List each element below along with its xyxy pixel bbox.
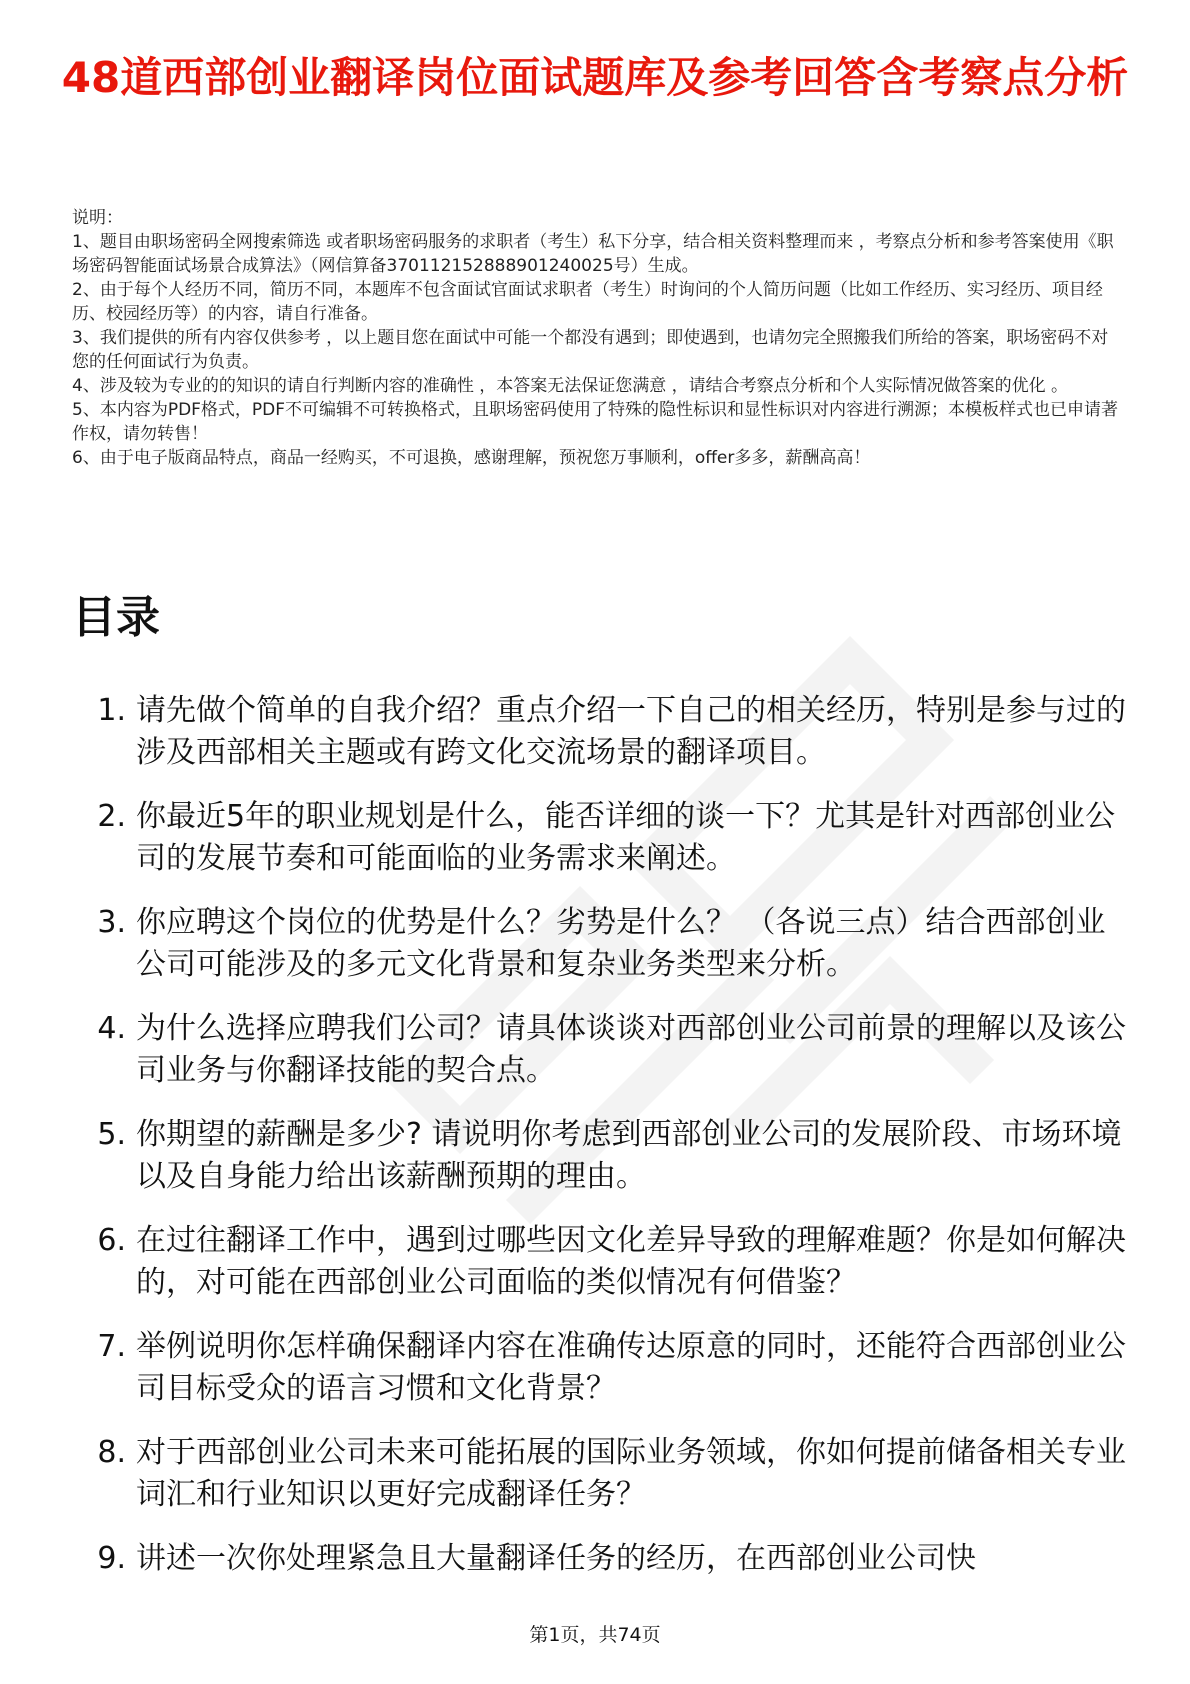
toc-item-number: 3. (97, 905, 126, 940)
toc-item-text[interactable]: 为什么选择应聘我们公司？请具体谈谈对西部创业公司前景的理解以及该公司业务与你翻译技能的契合点。 (136, 1011, 1126, 1088)
toc-item-number: 5. (97, 1117, 126, 1152)
toc-item-number: 6. (97, 1223, 126, 1258)
toc-item[interactable] (72, 690, 1132, 774)
toc-item[interactable] (72, 796, 1132, 880)
toc-item[interactable] (72, 1008, 1132, 1092)
note-item: 2、由于每个人经历不同，简历不同，本题库不包含面试官面试求职者（考生）时询问的个人简历问题（比如工作经历、实习经历、项目经历、校园经历等）的内容，请自行准备。 (72, 280, 1103, 324)
note-item: 6、由于电子版商品特点，商品一经购买，不可退换，感谢理解，预祝您万事顺利，offer多多，薪酬高高！ (72, 448, 871, 468)
toc-heading: 目录 (72, 592, 160, 643)
toc-list (72, 690, 1132, 1602)
document-title: 48道西部创业翻译岗位面试题库及参考回答含考察点分析 (61, 53, 1129, 102)
toc-item-text[interactable]: 讲述一次你处理紧急且大量翻译任务的经历，在西部创业公司快 (136, 1541, 976, 1576)
page-number: 第1页，共74页 (529, 1624, 661, 1646)
toc-item-number: 7. (97, 1329, 126, 1364)
toc-item-number: 2. (97, 799, 126, 834)
toc-item[interactable] (72, 1432, 1132, 1516)
toc-item-number: 1. (97, 693, 126, 728)
toc-item-number: 9. (97, 1541, 126, 1576)
note-item: 5、本内容为PDF格式，PDF不可编辑不可转换格式，且职场密码使用了特殊的隐性标识和显性标识对内容进行溯源；本模板样式也已申请著作权，请勿转售！ (72, 400, 1119, 444)
note-item: 1、题目由职场密码全网搜索筛选 或者职场密码服务的求职者（考生）私下分享，结合相关资料整理而来 ，考察点分析和参考答案使用《职场密码智能面试场景合成算法》（网信算备370112152888901240025号）生成。 (72, 232, 1114, 276)
notes-heading: 说明： (72, 208, 123, 228)
notes-section (72, 206, 1122, 470)
toc-item-text[interactable]: 你最近5年的职业规划是什么，能否详细的谈一下？尤其是针对西部创业公司的发展节奏和可能面临的业务需求来阐述。 (136, 799, 1116, 876)
toc-item[interactable] (72, 1326, 1132, 1410)
toc-item[interactable] (72, 902, 1132, 986)
toc-item-text[interactable]: 举例说明你怎样确保翻译内容在准确传达原意的同时，还能符合西部创业公司目标受众的语言习惯和文化背景？ (136, 1329, 1126, 1406)
note-item: 3、我们提供的所有内容仅供参考 ，以上题目您在面试中可能一个都没有遇到；即使遇到，也请勿完全照搬我们所给的答案，职场密码不对您的任何面试行为负责。 (72, 328, 1109, 372)
toc-item-number: 8. (97, 1435, 126, 1470)
toc-item-number: 4. (97, 1011, 126, 1046)
note-item: 4、涉及较为专业的的知识的请自行判断内容的准确性 ，本答案无法保证您满意 ，请结合考察点分析和个人实际情况做答案的优化 。 (72, 376, 1069, 396)
toc-item[interactable] (72, 1538, 1132, 1580)
toc-item-text[interactable]: 你期望的薪酬是多少? 请说明你考虑到西部创业公司的发展阶段、市场环境以及自身能力给出该薪酬预期的理由。 (136, 1117, 1122, 1194)
toc-item-text[interactable]: 请先做个简单的自我介绍？重点介绍一下自己的相关经历，特别是参与过的涉及西部相关主题或有跨文化交流场景的翻译项目。 (136, 693, 1126, 770)
toc-item[interactable] (72, 1114, 1132, 1198)
toc-item-text[interactable]: 你应聘这个岗位的优势是什么？劣势是什么？ （各说三点）结合西部创业公司可能涉及的多元文化背景和复杂业务类型来分析。 (136, 905, 1106, 982)
toc-item-text[interactable]: 对于西部创业公司未来可能拓展的国际业务领域，你如何提前储备相关专业词汇和行业知识以更好完成翻译任务？ (136, 1435, 1126, 1512)
toc-item[interactable] (72, 1220, 1132, 1304)
toc-item-text[interactable]: 在过往翻译工作中，遇到过哪些因文化差异导致的理解难题？你是如何解决的，对可能在西部创业公司面临的类似情况有何借鉴？ (136, 1223, 1126, 1300)
